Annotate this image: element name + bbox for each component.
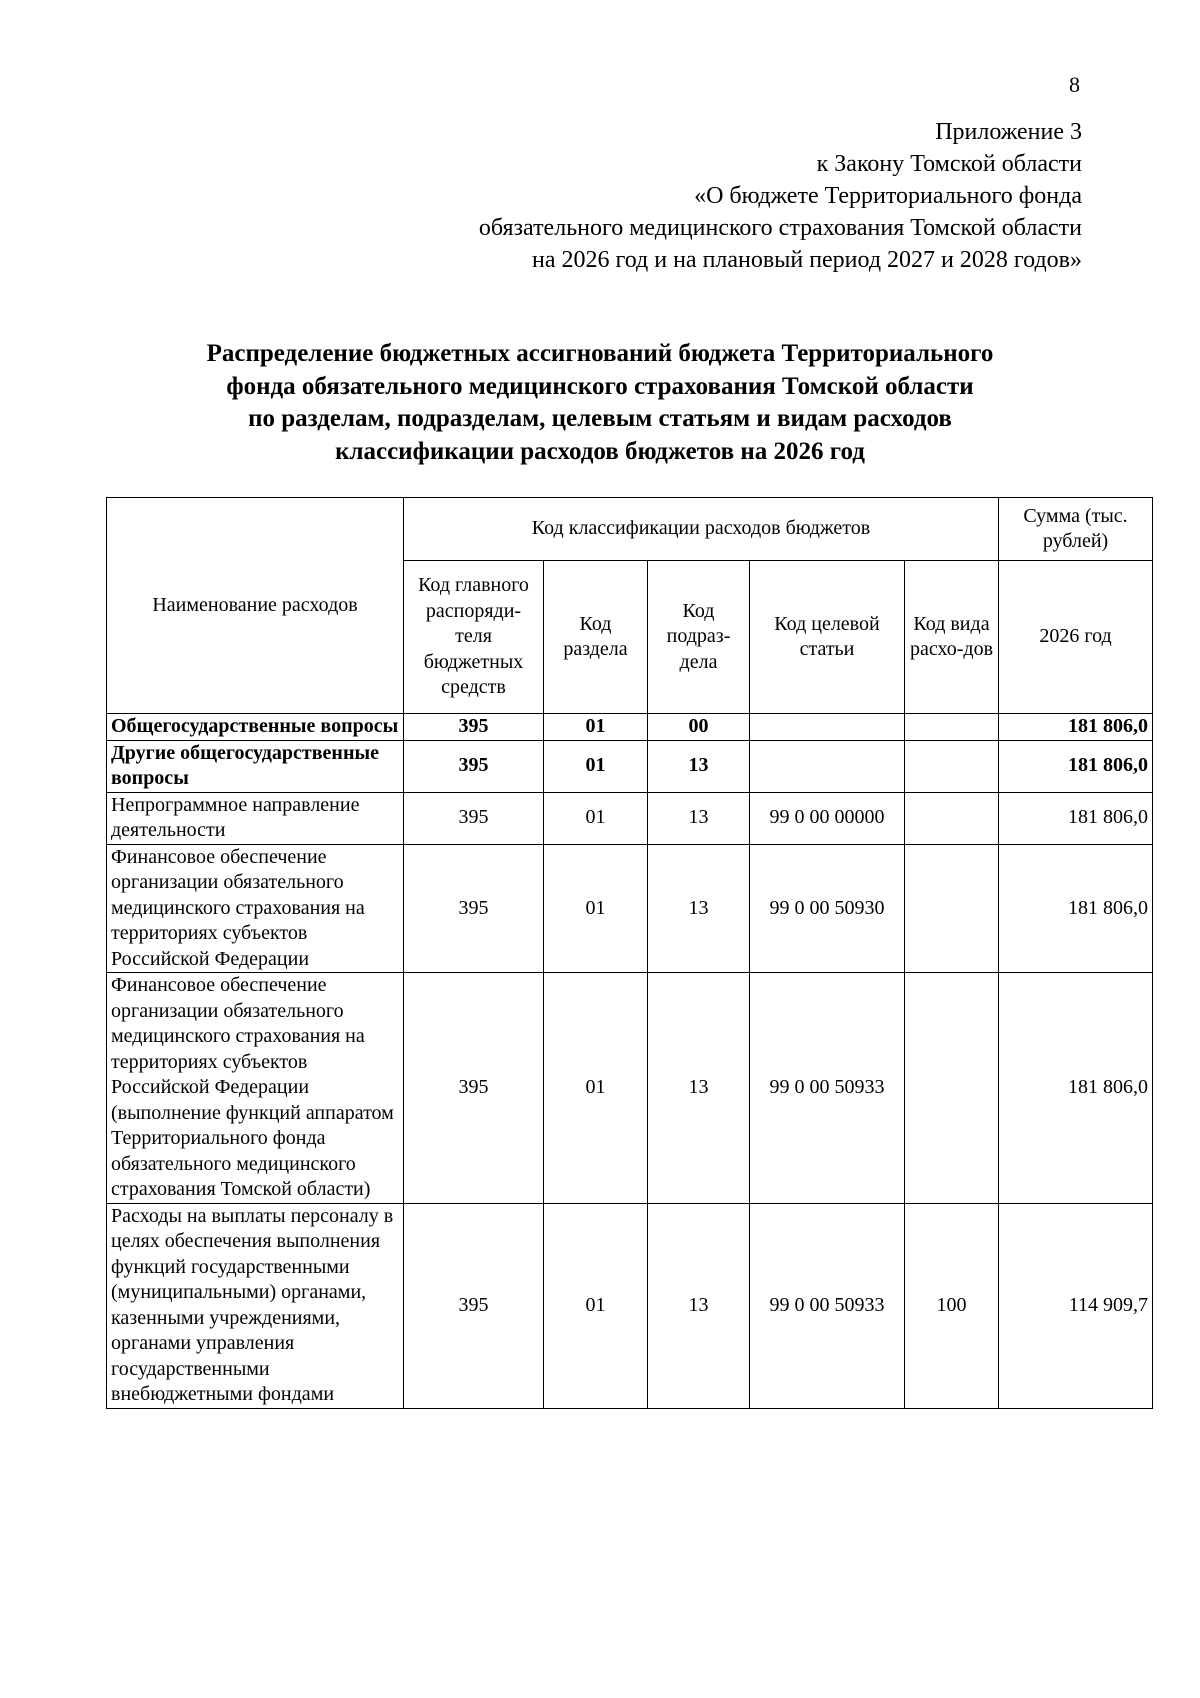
cell-vid xyxy=(905,792,999,844)
header-code-group: Код классификации расходов бюджетов xyxy=(404,498,999,561)
table-row xyxy=(107,973,1153,1204)
cell-podrazdel: 13 xyxy=(648,792,750,844)
cell-sum: 181 806,0 xyxy=(999,844,1153,973)
document-title xyxy=(100,338,1100,468)
title-line: классификации расходов бюджетов на 2026 год xyxy=(335,437,865,465)
table-row xyxy=(107,792,1153,844)
cell-grbs: 395 xyxy=(404,792,544,844)
cell-vid xyxy=(905,844,999,973)
table-row xyxy=(107,714,1153,741)
cell-sum: 181 806,0 xyxy=(999,973,1153,1204)
table-header-row xyxy=(107,498,1153,561)
cell-sum: 114 909,7 xyxy=(999,1203,1153,1408)
cell-grbs: 395 xyxy=(404,973,544,1204)
cell-grbs: 395 xyxy=(404,740,544,792)
budget-table xyxy=(106,497,1153,1409)
cell-celevaya xyxy=(750,740,905,792)
header-sum-group: Сумма (тыс. рублей) xyxy=(999,498,1153,561)
cell-celevaya: 99 0 00 50933 xyxy=(750,973,905,1204)
appendix-heading xyxy=(322,116,1082,276)
header-celevaya: Код целевой статьи xyxy=(750,561,905,714)
cell-celevaya xyxy=(750,714,905,741)
cell-name: Финансовое обеспечение организации обязательного медицинского страхования на территориях субъектов Российской Федерации xyxy=(107,844,404,973)
table-row xyxy=(107,740,1153,792)
cell-name: Финансовое обеспечение организации обязательного медицинского страхования на территориях субъектов Российской Федерации (выполнение функций аппаратом Территориального фонда обязательного медицинского страхования Томской области) xyxy=(107,973,404,1204)
title-line: фонда обязательного медицинского страхования Томской области xyxy=(226,372,974,400)
title-line: Распределение бюджетных ассигнований бюджета Территориального xyxy=(206,340,994,367)
cell-celevaya: 99 0 00 00000 xyxy=(750,792,905,844)
header-grbs: Код главного распоряди-теля бюджетных средств xyxy=(404,561,544,714)
cell-vid xyxy=(905,740,999,792)
cell-podrazdel: 13 xyxy=(648,973,750,1204)
cell-podrazdel: 13 xyxy=(648,740,750,792)
header-name: Наименование расходов xyxy=(107,498,404,714)
appendix-line: обязательного медицинского страхования Томской области xyxy=(478,215,1082,241)
header-razdel: Код раздела xyxy=(544,561,648,714)
cell-podrazdel: 13 xyxy=(648,844,750,973)
cell-sum: 181 806,0 xyxy=(999,714,1153,741)
cell-grbs: 395 xyxy=(404,1203,544,1408)
cell-razdel: 01 xyxy=(544,792,648,844)
header-year: 2026 год xyxy=(999,561,1153,714)
appendix-line: на 2026 год и на плановый период 2027 и 2028 годов» xyxy=(531,247,1082,273)
header-podrazdel: Код подраз-дела xyxy=(648,561,750,714)
appendix-line: «О бюджете Территориального фонда xyxy=(694,183,1082,209)
appendix-line: Приложение 3 xyxy=(935,119,1082,145)
cell-celevaya: 99 0 00 50930 xyxy=(750,844,905,973)
table-row xyxy=(107,844,1153,973)
cell-vid: 100 xyxy=(905,1203,999,1408)
cell-grbs: 395 xyxy=(404,714,544,741)
cell-name: Общегосударственные вопросы xyxy=(107,714,404,741)
cell-razdel: 01 xyxy=(544,973,648,1204)
header-vid: Код вида расхо-дов xyxy=(905,561,999,714)
cell-celevaya: 99 0 00 50933 xyxy=(750,1203,905,1408)
cell-name: Другие общегосударственные вопросы xyxy=(107,740,404,792)
cell-razdel: 01 xyxy=(544,714,648,741)
cell-podrazdel: 13 xyxy=(648,1203,750,1408)
table-row xyxy=(107,1203,1153,1408)
cell-sum: 181 806,0 xyxy=(999,792,1153,844)
cell-grbs: 395 xyxy=(404,844,544,973)
cell-sum: 181 806,0 xyxy=(999,740,1153,792)
cell-razdel: 01 xyxy=(544,740,648,792)
cell-vid xyxy=(905,973,999,1204)
title-line: по разделам, подразделам, целевым статьям и видам расходов xyxy=(248,405,952,432)
cell-name: Непрограммное направление деятельности xyxy=(107,792,404,844)
cell-razdel: 01 xyxy=(544,844,648,973)
page-number: 8 xyxy=(1069,72,1080,97)
cell-name: Расходы на выплаты персоналу в целях обеспечения выполнения функций государственными (муниципальными) органами, казенными учреждениями, органами управления государственными внебюджетными фондами xyxy=(107,1203,404,1408)
cell-vid xyxy=(905,714,999,741)
appendix-line: к Закону Томской области xyxy=(816,151,1082,177)
cell-razdel: 01 xyxy=(544,1203,648,1408)
cell-podrazdel: 00 xyxy=(648,714,750,741)
